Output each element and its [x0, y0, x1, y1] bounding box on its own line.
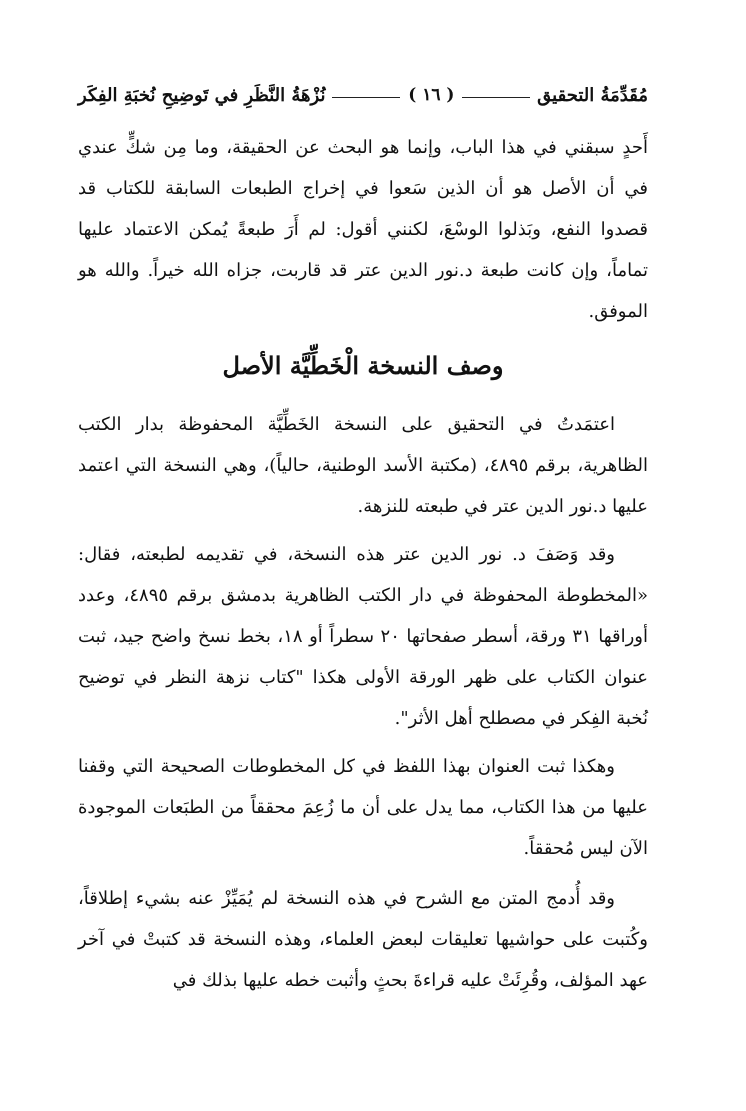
header-rule-left [332, 97, 400, 98]
page-content [78, 127, 648, 1001]
section-title: وصف النسخة الْخَطِّيَّة الأصل [222, 351, 504, 380]
paragraph-manuscript-notes: وقد أُدمج المتن مع الشرح في هذه النسخة لم يُمَيِّزْ عنه بشيء إطلاقاً، وكُتبت على حواشيها تعليقات لبعض العلماء، وهذه النسخة قد كتبتْ في آخر عهد المؤلف، وقُرِئَتْ عليه قراءةَ بحثٍ وأثبت خطه عليها بذلك في [78, 888, 648, 991]
intro-paragraph: أَحدٍ سبقني في هذا الباب، وإنما هو البحث عن الحقيقة، وما مِن شكٍّ عندي في أن الأصل هو أن الذين سَعوا في إخراج الطبعات السابقة للكتاب قد قصدوا النفع، وبَذلوا الوسْعَ، لكنني أقول: لم أَرَ طبعةً يُمكن الاعتماد عليها تماماً، وإن كانت طبعة د.نور الدين عتر قد قاربت، جزاه الله خيراً. والله هو الموفق. [78, 137, 648, 322]
running-header [78, 78, 648, 112]
paragraph-manuscript-source: اعتمَدتُ في التحقيق على النسخة الخَطِّيَّة المحفوظة بدار الكتب الظاهرية، برقم ٤٨٩٥، (مكتبة الأسد الوطنية، حالياً)، وهي النسخة التي اعتمد عليها د.نور الدين عتر في طبعته للنزهة. [78, 414, 648, 517]
header-right-title: مُقَدِّمَةُ التحقيق [537, 84, 648, 106]
header-page-marker [332, 85, 530, 105]
paragraph-manuscript-description: وقد وَصَفَ د. نور الدين عتر هذه النسخة، في تقديمه لطبعته، فقال: «المخطوطة المحفوظة في دار الكتب الظاهرية بدمشق برقم ٤٨٩٥، وعدد أوراقها ٣١ ورقة، أسطر صفحاتها ٢٠ سطراً أو ١٨، بخط نسخ واضح جيد، ثبت عنوان الكتاب على ظهر الورقة الأولى هكذا "كتاب نزهة النظر في توضيح نُخبة الفِكر في مصطلح أهل الأثر". [78, 544, 649, 729]
page-number: ( ١٦ ) [408, 85, 455, 105]
header-rule-right [462, 97, 530, 98]
header-left-title: نُزْهَةُ النَّظَرِ في تَوضِيحِ نُخبَةِ الفِكَر [78, 84, 326, 106]
paragraph-title-confirmation: وهكذا ثبت العنوان بهذا اللفظ في كل المخطوطات الصحيحة التي وقفنا عليها من هذا الكتاب، مما يدل على أن ما زُعِمَ محققاً من الطبَعات الموجودة الآن ليس مُحققاً. [78, 756, 648, 859]
